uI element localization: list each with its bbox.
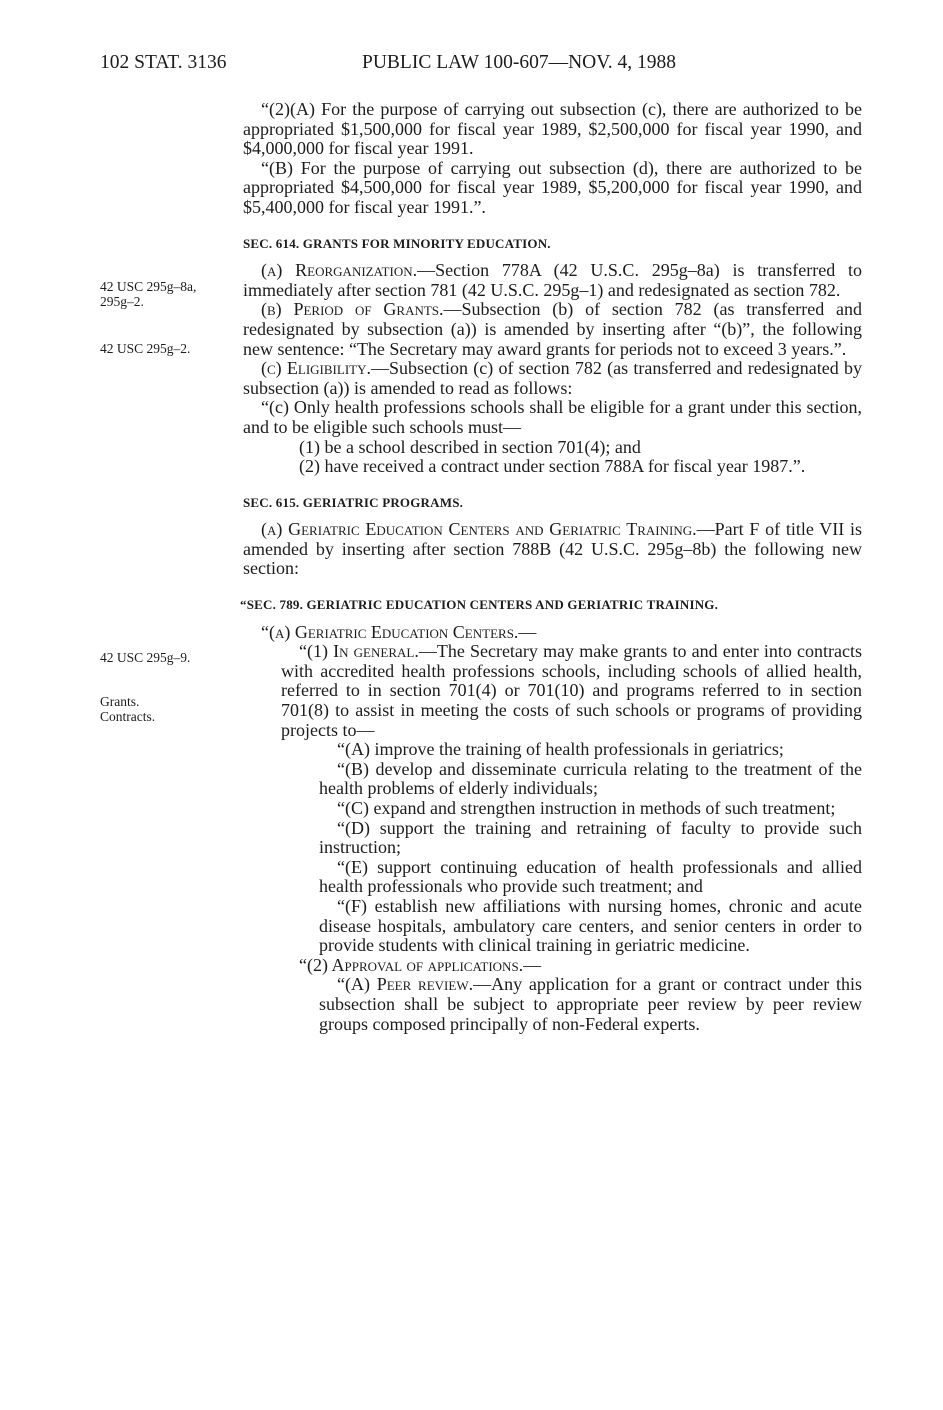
paragraph-615a [243, 520, 862, 579]
margin-note-usc-614a [100, 279, 196, 309]
paragraph-614b [243, 300, 862, 359]
margin-note-grants: Grants. [100, 694, 140, 709]
paragraph-789a: “(a) Geriatric Education Centers.— [261, 621, 537, 642]
paragraph-789a1 [243, 642, 862, 740]
text-614a: —Section 778A (42 U.S.C. 295g–8a) is transferred to immediately after section 781 (42 U.S.C. 295g–1) and redesignated as section 782. [243, 260, 862, 300]
margin-note-usc-614b: 42 USC 295g–2. [100, 341, 191, 356]
margin-note-contracts: Contracts. [100, 709, 156, 724]
heading-in-general: “(1) In general. [299, 641, 419, 662]
paragraph-789a2A [243, 975, 862, 1034]
text-614c: —Subsection (c) of section 782 (as transferred and redesignated by subsection (a)) is amended to read as follows: [243, 358, 862, 398]
stat-page-number: 102 STAT. 3136 [100, 52, 227, 73]
list-item-c: “(C) expand and strengthen instruction in methods of such treatment; [337, 798, 836, 818]
text-789a1: —The Secretary may make grants to and enter into contracts with accredited health professions schools, including schools of allied health, referred to in section 701(4) or 701(10) and programs referred to in section 701(8) to assist in meeting the costs of such schools or programs of providing projects to— [281, 641, 862, 740]
document-body [240, 99, 862, 1034]
list-item-b: “(B) develop and disseminate curricula relating to the treatment of the health problems of elderly individuals; [319, 758, 862, 799]
page-header [100, 52, 860, 82]
heading-reorganization: (a) Reorganization. [261, 260, 418, 281]
paragraph-614c [243, 359, 862, 398]
section-615-heading: SEC. 615. GERIATRIC PROGRAMS. [243, 494, 464, 510]
text-789a2A: —Any application for a grant or contract under this subsection shall be subject to appropriate peer review by peer review groups composed principally of non-Federal experts. [319, 974, 862, 1034]
list-item-e: “(E) support continuing education of health professionals and allied health professionals who provide such treatment; and [319, 856, 862, 897]
paragraph-614a [243, 261, 862, 300]
list-item-f: “(F) establish new affiliations with nursing homes, chronic and acute disease hospitals, ambulatory care centers, and senior centers in order to provide students with clinical training in geriatric medicine. [319, 895, 862, 956]
list-item-d: “(D) support the training and retraining of faculty to provide such instruction; [319, 817, 862, 858]
section-614-heading: SEC. 614. GRANTS FOR MINORITY EDUCATION. [243, 235, 551, 251]
margin-note-usc-789: 42 USC 295g–9. [100, 650, 191, 665]
text-614b: —Subsection (b) of section 782 (as transferred and redesignated by subsection (a)) is amended by inserting after “(b)”, the following new sentence: “The Secretary may award grants for periods not to exceed 3 years.”. [243, 299, 862, 359]
running-title: PUBLIC LAW 100-607—NOV. 4, 1988 [362, 52, 677, 73]
heading-geriatric-education: (a) Geriatric Education Centers and Geriatric Training. [261, 519, 697, 540]
margin-note-grants-contracts [100, 694, 155, 724]
heading-peer-review: “(A) Peer review. [337, 974, 474, 995]
margin-note-usc-614a-line1: 42 USC 295g–8a, [100, 279, 197, 294]
paragraph-2b: “(B) For the purpose of carrying out subsection (d), there are authorized to be appropriated $4,500,000 for fiscal year 1989, $5,200,000 for fiscal year 1990, and $5,400,000 for fiscal year 1991.”. [243, 157, 862, 217]
paragraph-614c-quote: “(c) Only health professions schools shall be eligible for a grant under this section, and to be eligible such schools must— [243, 397, 862, 437]
paragraph-614c-1: (1) be a school described in section 701(4); and [299, 436, 641, 457]
heading-eligibility: (c) Eligibility. [261, 358, 371, 379]
paragraph-614c-2: (2) have received a contract under section 788A for fiscal year 1987.”. [299, 456, 806, 477]
paragraph-789a2: “(2) Approval of applications.— [299, 954, 542, 975]
paragraph-2a: “(2)(A) For the purpose of carrying out subsection (c), there are authorized to be appropriated $1,500,000 for fiscal year 1989, $2,500,000 for fiscal year 1990, and $4,000,000 for fiscal year 1991. [243, 99, 862, 159]
heading-period-of-grants: (b) Period of Grants. [261, 299, 444, 320]
text-615a: —Part F of title VII is amended by inserting after section 788B (42 U.S.C. 295g–8b) the following new section: [243, 519, 862, 579]
list-item-a: “(A) improve the training of health professionals in geriatrics; [337, 739, 784, 760]
section-789-heading: “SEC. 789. GERIATRIC EDUCATION CENTERS AND GERIATRIC TRAINING. [240, 597, 719, 613]
margin-note-usc-614a-line2: 295g–2. [100, 294, 144, 309]
